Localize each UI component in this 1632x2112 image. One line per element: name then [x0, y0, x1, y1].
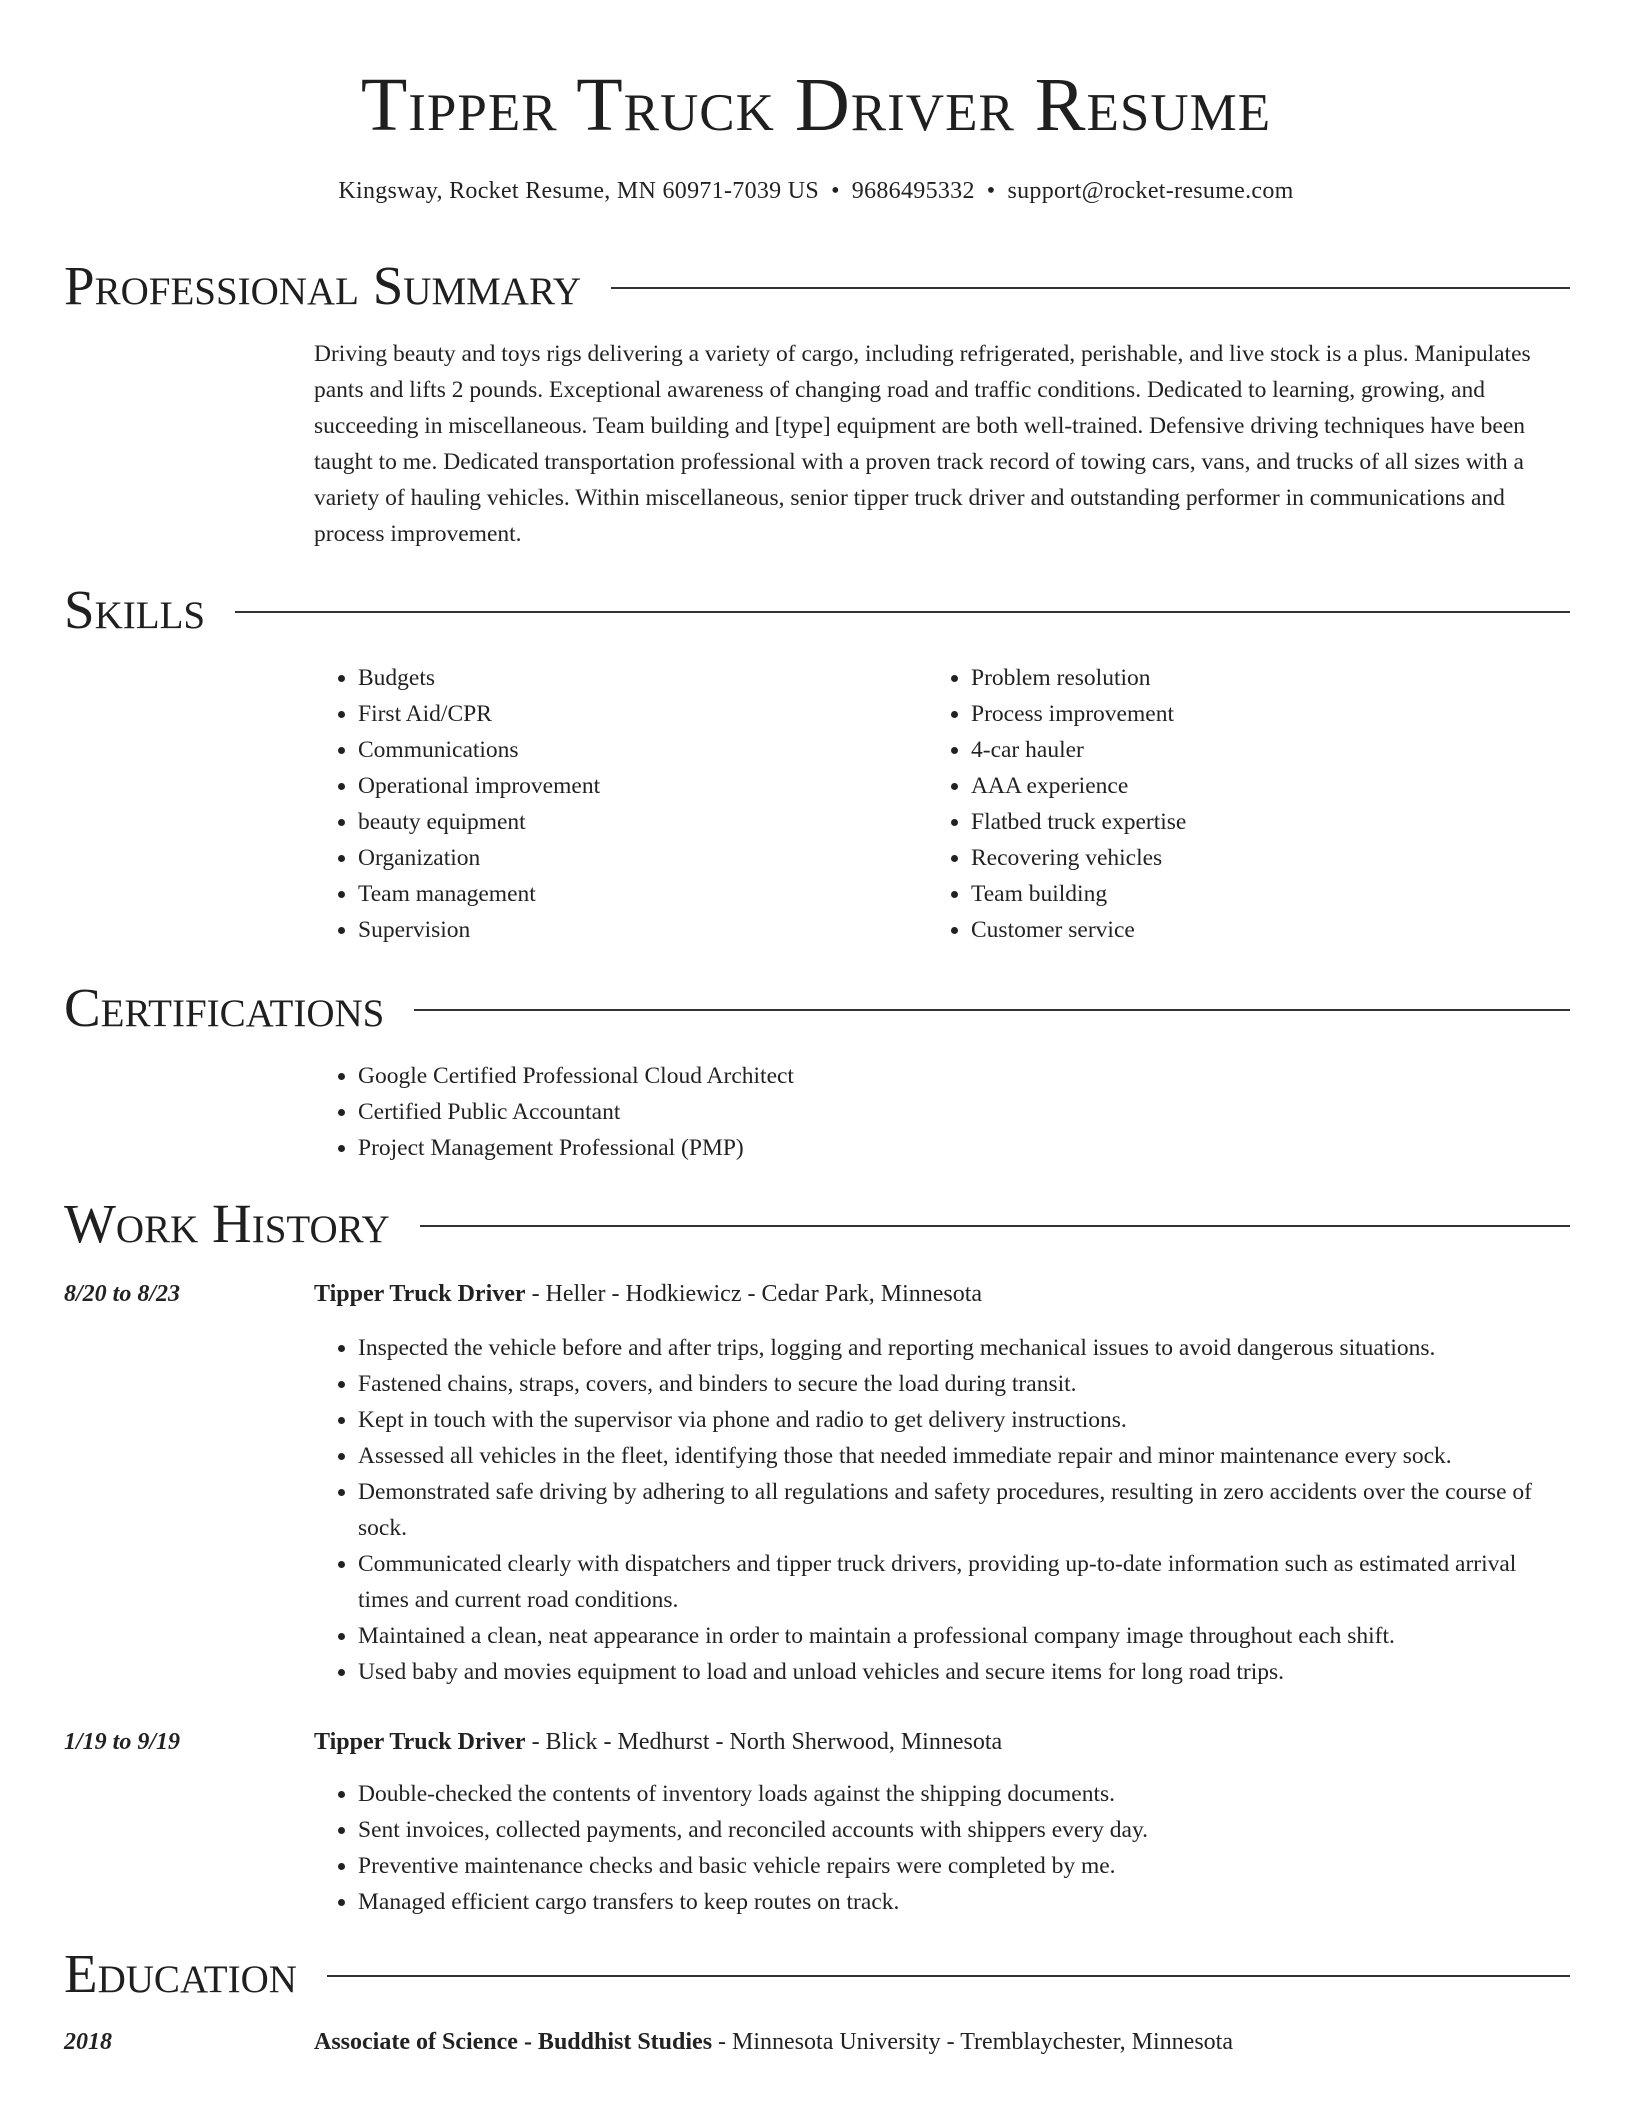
job-duties-list — [314, 1330, 1570, 1690]
section-title: Education — [64, 1943, 297, 2004]
job-duty-item: • Preventive maintenance checks and basic vehicle repairs were completed by me. — [358, 1848, 1570, 1884]
certification-item: • Google Certified Professional Cloud Architect — [358, 1058, 1514, 1094]
section-divider — [420, 1225, 1570, 1227]
skill-item: • Problem resolution — [971, 660, 1507, 696]
job-duty-item: • Demonstrated safe driving by adhering to all regulations and safety procedures, resulting in zero accidents over the course of sock. — [358, 1474, 1570, 1546]
education-section-heading — [64, 1944, 1570, 2004]
job-header — [314, 1724, 1570, 1760]
contact-line — [0, 174, 1632, 208]
job-employer: - Blick - Medhurst - North Sherwood, Minnesota — [525, 1729, 1003, 1755]
certifications-section-heading — [64, 978, 1570, 1038]
resume-title: Tipper Truck Driver Resume — [360, 63, 1272, 147]
job-duties-list — [314, 1776, 1570, 1920]
job-duty-item: • Fastened chains, straps, covers, and binders to secure the load during transit. — [358, 1366, 1570, 1402]
separator: • — [986, 178, 996, 204]
section-divider — [327, 1975, 1570, 1977]
skills-column-left — [314, 660, 894, 948]
education-entry — [314, 2024, 1570, 2060]
job-duty-item: • Used baby and movies equipment to load and unload vehicles and secure items for long road trips. — [358, 1654, 1570, 1690]
job-title: Tipper Truck Driver — [314, 1281, 526, 1307]
skill-item: • 4-car hauler — [971, 732, 1507, 768]
summary-section-heading — [64, 256, 1570, 316]
job-header — [314, 1276, 1570, 1312]
degree: Associate of Science - Buddhist Studies — [314, 2029, 713, 2055]
skill-item: • Team building — [971, 876, 1507, 912]
certification-item: • Certified Public Accountant — [358, 1094, 1514, 1130]
skill-item: • Team management — [358, 876, 894, 912]
section-title: Professional Summary — [64, 255, 582, 316]
skill-item: • AAA experience — [971, 768, 1507, 804]
job-duty-item: • Kept in touch with the supervisor via phone and radio to get delivery instructions. — [358, 1402, 1570, 1438]
separator: • — [831, 178, 840, 204]
job-duty-item: • Managed efficient cargo transfers to keep routes on track. — [358, 1884, 1570, 1920]
skill-item: • Recovering vehicles — [971, 840, 1507, 876]
job-duty-item: • Double-checked the contents of inventory loads against the shipping documents. — [358, 1776, 1570, 1812]
summary-text: Driving beauty and toys rigs delivering a variety of cargo, including refrigerated, perishable, and live stock is a plus. Manipulates pants and lifts 2 pounds. Exceptional awareness of changing road and traffic conditions. Dedicated to learning, growing, and succeeding in miscellaneous. Team building and [type] equipment are both well-trained. Defensive driving techniques have been taught to me. Dedicated transportation professional with a proven track record of towing cars, vans, and trucks of all sizes with a variety of hauling vehicles. Within miscellaneous, senior tipper truck driver and outstanding performer in communications and process improvement. — [314, 341, 1531, 547]
work-history-section-heading — [64, 1194, 1570, 1254]
job-duty-item: • Inspected the vehicle before and after trips, logging and reporting mechanical issues to avoid dangerous situations. — [358, 1330, 1570, 1366]
certifications-block — [314, 1058, 1514, 1166]
section-title: Work History — [64, 1193, 390, 1254]
job-duty-item: • Communicated clearly with dispatchers and tipper truck drivers, providing up-to-date information such as estimated arrival times and current road conditions. — [358, 1546, 1570, 1618]
section-divider — [414, 1009, 1570, 1011]
address: Kingsway, Rocket Resume, MN 60971-7039 US — [338, 178, 820, 204]
school-details: - Minnesota University - Tremblaychester, Minnesota — [712, 2029, 1233, 2055]
skill-item: • Organization — [358, 840, 894, 876]
job-duties — [314, 1776, 1570, 1920]
section-divider — [611, 287, 1570, 289]
skill-item: • Budgets — [358, 660, 894, 696]
education-year: 2018 — [64, 2029, 112, 2055]
job-dates: 8/20 to 8/23 — [64, 1281, 181, 1307]
skills-list — [927, 660, 1507, 948]
skills-section-heading — [64, 580, 1570, 640]
skill-item: • Supervision — [358, 912, 894, 948]
skills-list — [314, 660, 894, 948]
job-duty-item: • Assessed all vehicles in the fleet, identifying those that needed immediate repair and minor maintenance every sock. — [358, 1438, 1570, 1474]
job-dates: 1/19 to 9/19 — [64, 1729, 181, 1755]
skill-item: • Process improvement — [971, 696, 1507, 732]
email-link[interactable]: support@rocket-resume.com — [1007, 178, 1294, 204]
skill-item: • First Aid/CPR — [358, 696, 894, 732]
section-title: Certifications — [64, 977, 385, 1038]
section-title: Skills — [64, 579, 206, 640]
job-duties — [314, 1330, 1570, 1690]
section-divider — [235, 611, 1570, 613]
skill-item: • Communications — [358, 732, 894, 768]
skill-item: • beauty equipment — [358, 804, 894, 840]
skill-item: • Flatbed truck expertise — [971, 804, 1507, 840]
job-title: Tipper Truck Driver — [314, 1729, 526, 1755]
job-duty-item: • Sent invoices, collected payments, and reconciled accounts with shippers every day. — [358, 1812, 1570, 1848]
job-employer: - Heller - Hodkiewicz - Cedar Park, Minnesota — [525, 1281, 983, 1307]
phone: 9686495332 — [851, 178, 975, 204]
certification-item: • Project Management Professional (PMP) — [358, 1130, 1514, 1166]
skill-item: • Customer service — [971, 912, 1507, 948]
skills-column-right — [927, 660, 1507, 948]
skill-item: • Operational improvement — [358, 768, 894, 804]
certifications-list — [314, 1058, 1514, 1166]
job-duty-item: • Maintained a clean, neat appearance in order to maintain a professional company image throughout each shift. — [358, 1618, 1570, 1654]
